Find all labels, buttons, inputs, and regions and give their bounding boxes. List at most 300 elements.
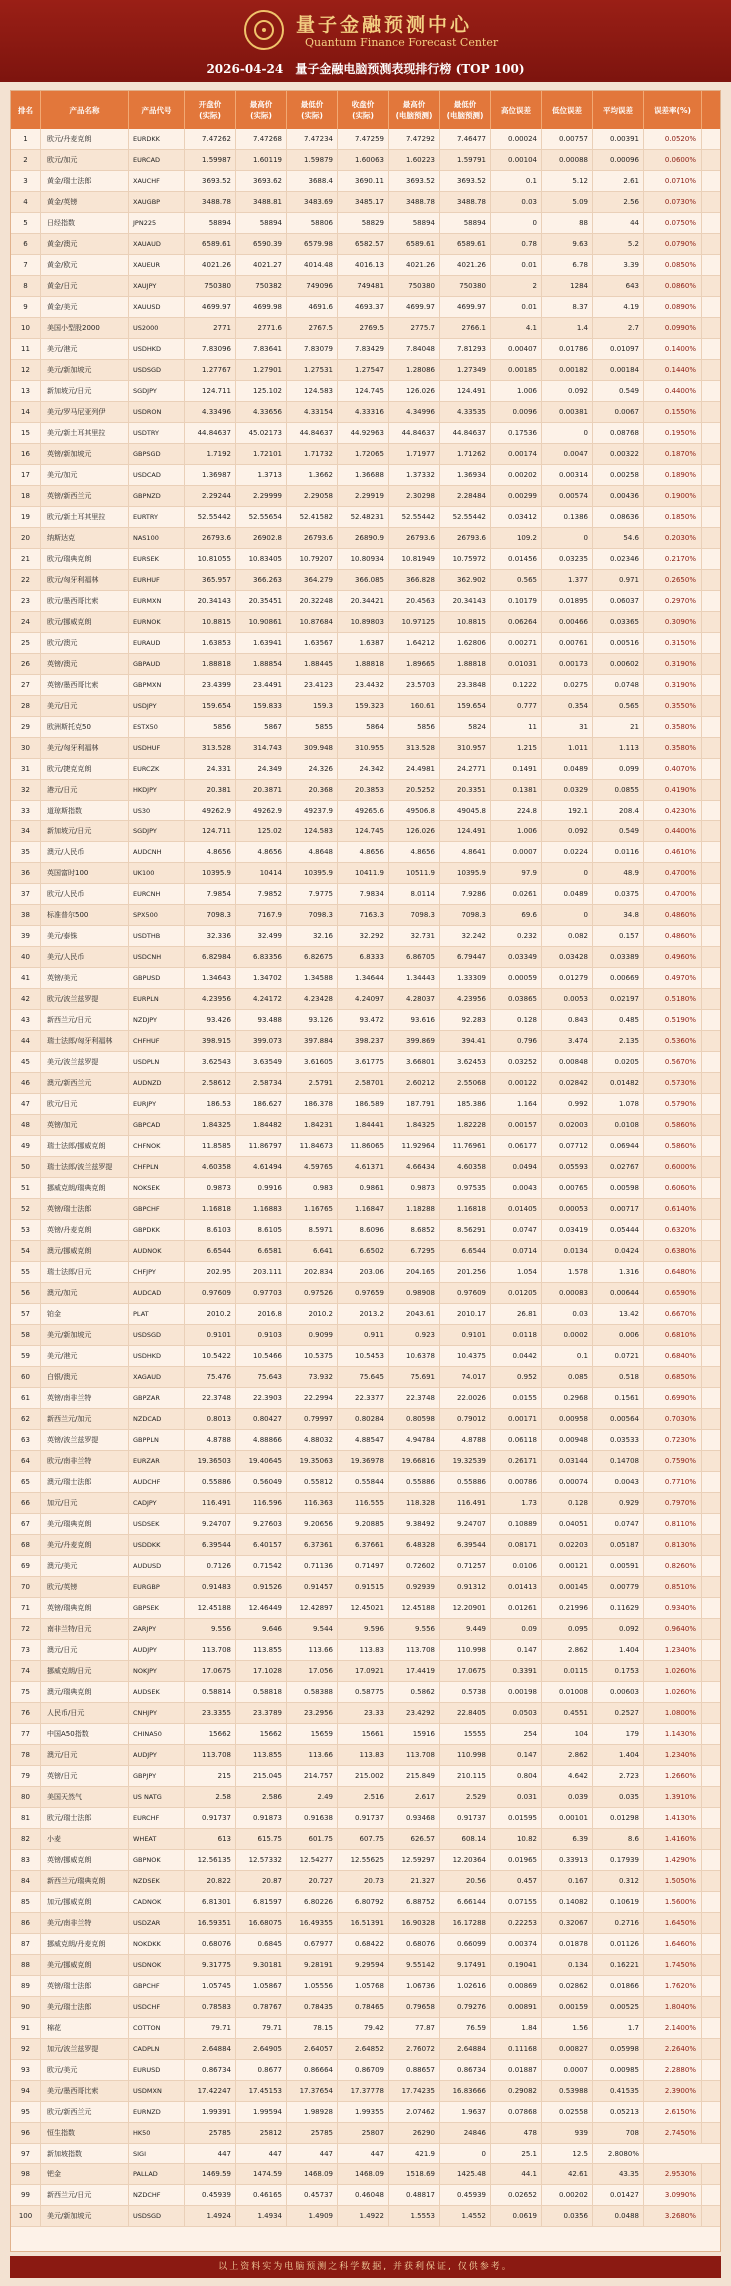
cell-flow: 2.64884 bbox=[440, 2039, 491, 2059]
cell-name: 美国天然气 bbox=[41, 1787, 129, 1807]
cell-lerr: 0.0489 bbox=[542, 759, 593, 779]
cell-high: 4.88866 bbox=[236, 1430, 287, 1450]
cell-rate: 3.2680% bbox=[644, 2206, 702, 2226]
cell-fhigh: 11.92964 bbox=[389, 1136, 440, 1156]
cell-rate: 1.5050% bbox=[644, 1871, 702, 1891]
cell-lerr: 0.07712 bbox=[542, 1136, 593, 1156]
table-row bbox=[11, 717, 720, 738]
cell-fhigh: 8.0114 bbox=[389, 884, 440, 904]
cell-herr: 0.232 bbox=[491, 926, 542, 946]
cell-avg: 13.42 bbox=[593, 1304, 644, 1324]
cell-rank: 54 bbox=[11, 1241, 41, 1261]
cell-high: 3693.62 bbox=[236, 171, 287, 191]
table-row bbox=[11, 549, 720, 570]
cell-low: 601.75 bbox=[287, 1829, 338, 1849]
cell-rate: 0.1400% bbox=[644, 339, 702, 359]
cell-name: 人民币/日元 bbox=[41, 1703, 129, 1723]
cell-open: 113.708 bbox=[185, 1640, 236, 1660]
table-row bbox=[11, 633, 720, 654]
table-row bbox=[11, 402, 720, 423]
cell-herr: 0.1 bbox=[491, 171, 542, 191]
cell-code: USDMXN bbox=[129, 2081, 185, 2101]
cell-fhigh: 20.5252 bbox=[389, 780, 440, 800]
cell-lerr: 31 bbox=[542, 717, 593, 737]
cell-herr: 0.0118 bbox=[491, 1325, 542, 1345]
cell-close: 20.73 bbox=[338, 1871, 389, 1891]
cell-lerr: 0.00848 bbox=[542, 1052, 593, 1072]
cell-rate: 1.6450% bbox=[644, 1913, 702, 1933]
cell-flow: 24.2771 bbox=[440, 759, 491, 779]
table-row bbox=[11, 1850, 720, 1871]
cell-fhigh: 10.97125 bbox=[389, 612, 440, 632]
cell-fhigh: 10.81949 bbox=[389, 549, 440, 569]
cell-open: 6.39544 bbox=[185, 1535, 236, 1555]
cell-close: 159.323 bbox=[338, 696, 389, 716]
cell-fhigh: 1.5553 bbox=[389, 2206, 440, 2226]
cell-herr: 0.01 bbox=[491, 297, 542, 317]
cell-low: 397.884 bbox=[287, 1031, 338, 1051]
cell-high: 2771.6 bbox=[236, 318, 287, 338]
cell-avg: 0.16221 bbox=[593, 1955, 644, 1975]
cell-fhigh: 9.38492 bbox=[389, 1514, 440, 1534]
cell-low: 2767.5 bbox=[287, 318, 338, 338]
cell-close: 1.16847 bbox=[338, 1199, 389, 1219]
table-row bbox=[11, 1115, 720, 1136]
cell-fhigh: 5856 bbox=[389, 717, 440, 737]
cell-fhigh: 16.90328 bbox=[389, 1913, 440, 1933]
cell-lerr: 0.02558 bbox=[542, 2102, 593, 2122]
cell-herr: 0.00374 bbox=[491, 1934, 542, 1954]
cell-open: 124.711 bbox=[185, 821, 236, 841]
cell-lerr: 88 bbox=[542, 213, 593, 233]
cell-avg: 0.00258 bbox=[593, 465, 644, 485]
cell-low: 15659 bbox=[287, 1724, 338, 1744]
cell-fhigh: 0.80598 bbox=[389, 1409, 440, 1429]
cell-herr: 0.01413 bbox=[491, 1577, 542, 1597]
cell-rank: 39 bbox=[11, 926, 41, 946]
cell-close: 11.86065 bbox=[338, 1136, 389, 1156]
cell-code: USDSGD bbox=[129, 360, 185, 380]
cell-fhigh: 0.48817 bbox=[389, 2185, 440, 2205]
cell-fhigh: 313.528 bbox=[389, 738, 440, 758]
table-row bbox=[11, 884, 720, 905]
cell-rank: 56 bbox=[11, 1283, 41, 1303]
cell-lerr: 0.14082 bbox=[542, 1892, 593, 1912]
cell-herr: 0.03349 bbox=[491, 947, 542, 967]
cell-name: 英镑/丹麦克朗 bbox=[41, 1220, 129, 1240]
cell-high: 93.488 bbox=[236, 1010, 287, 1030]
cell-fhigh: 3488.78 bbox=[389, 192, 440, 212]
cell-fhigh: 1.64212 bbox=[389, 633, 440, 653]
cell-name: 英国富时100 bbox=[41, 863, 129, 883]
cell-low: 1.4909 bbox=[287, 2206, 338, 2226]
cell-rank: 98 bbox=[11, 2164, 41, 2184]
cell-name: 中国A50指数 bbox=[41, 1724, 129, 1744]
cell-name: 美元/日元 bbox=[41, 696, 129, 716]
cell-rank: 43 bbox=[11, 1010, 41, 1030]
cell-high: 10.90861 bbox=[236, 612, 287, 632]
cell-rate: 0.1440% bbox=[644, 360, 702, 380]
footer-note: 以上资料实为电脑预测之科学数据, 并获利保证, 仅供参考。 bbox=[10, 2256, 721, 2278]
cell-rate: 0.0750% bbox=[644, 213, 702, 233]
cell-lerr: 0.00381 bbox=[542, 402, 593, 422]
cell-code: EURCZK bbox=[129, 759, 185, 779]
cell-name: 加元/波兰兹罗提 bbox=[41, 2039, 129, 2059]
cell-rank: 28 bbox=[11, 696, 41, 716]
cell-code: CADPLN bbox=[129, 2039, 185, 2059]
cell-low: 25785 bbox=[287, 2123, 338, 2143]
cell-rank: 60 bbox=[11, 1367, 41, 1387]
cell-close: 124.745 bbox=[338, 381, 389, 401]
cell-avg: 2.7 bbox=[593, 318, 644, 338]
cell-low: 12.42897 bbox=[287, 1598, 338, 1618]
cell-herr: 0.00174 bbox=[491, 444, 542, 464]
cell-low: 6579.98 bbox=[287, 234, 338, 254]
cell-high: 159.833 bbox=[236, 696, 287, 716]
cell-fhigh: 2.60212 bbox=[389, 1073, 440, 1093]
cell-avg: 0.17939 bbox=[593, 1850, 644, 1870]
cell-code: SPX500 bbox=[129, 905, 185, 925]
cell-code: AUDJPY bbox=[129, 1745, 185, 1765]
cell-avg: 0.01482 bbox=[593, 1073, 644, 1093]
cell-open: 3.62543 bbox=[185, 1052, 236, 1072]
cell-rank: 16 bbox=[11, 444, 41, 464]
cell-herr: 109.2 bbox=[491, 528, 542, 548]
cell-open: 215 bbox=[185, 1766, 236, 1786]
cell-avg: 2.723 bbox=[593, 1766, 644, 1786]
cell-open: 2.29244 bbox=[185, 486, 236, 506]
cell-low: 0.9099 bbox=[287, 1325, 338, 1345]
cell-name: 美元/港元 bbox=[41, 1346, 129, 1366]
table-row bbox=[11, 801, 720, 822]
cell-open: 447 bbox=[185, 2144, 236, 2164]
cell-code: GBPUSD bbox=[129, 968, 185, 988]
cell-lerr: 0.0047 bbox=[542, 444, 593, 464]
cell-lerr: 2.862 bbox=[542, 1640, 593, 1660]
cell-code: CADNOK bbox=[129, 1892, 185, 1912]
cell-close: 23.4432 bbox=[338, 675, 389, 695]
cell-flow: 17.0675 bbox=[440, 1661, 491, 1681]
cell-lerr: 0.02842 bbox=[542, 1073, 593, 1093]
cell-rate: 1.0260% bbox=[644, 1661, 702, 1681]
cell-lerr: 0.21996 bbox=[542, 1598, 593, 1618]
cell-lerr: 1.578 bbox=[542, 1262, 593, 1282]
column-header-label: 误差率(%) bbox=[654, 105, 691, 115]
cell-open: 0.55886 bbox=[185, 1472, 236, 1492]
cell-open: 0.86734 bbox=[185, 2060, 236, 2080]
cell-close: 44.92963 bbox=[338, 423, 389, 443]
cell-herr: 1.006 bbox=[491, 381, 542, 401]
cell-high: 20.87 bbox=[236, 1871, 287, 1891]
column-header-sub: (实际) bbox=[352, 111, 374, 120]
cell-avg: 1.113 bbox=[593, 738, 644, 758]
cell-fhigh: 26793.6 bbox=[389, 528, 440, 548]
cell-open: 313.528 bbox=[185, 738, 236, 758]
cell-avg: 1.078 bbox=[593, 1094, 644, 1114]
table-row bbox=[11, 1598, 720, 1619]
table-row bbox=[11, 1976, 720, 1997]
cell-name: 美元/瑞士法郎 bbox=[41, 1997, 129, 2017]
cell-avg: 0.08768 bbox=[593, 423, 644, 443]
table-row bbox=[11, 234, 720, 255]
cell-open: 1.34643 bbox=[185, 968, 236, 988]
cell-name: 英镑/澳元 bbox=[41, 654, 129, 674]
cell-rank: 93 bbox=[11, 2060, 41, 2080]
cell-open: 2771 bbox=[185, 318, 236, 338]
table-row bbox=[11, 1451, 720, 1472]
cell-code: AUDSEK bbox=[129, 1682, 185, 1702]
cell-close: 26890.9 bbox=[338, 528, 389, 548]
cell-rate: 2.1400% bbox=[644, 2018, 702, 2038]
cell-open: 17.42247 bbox=[185, 2081, 236, 2101]
cell-avg: 0.08636 bbox=[593, 507, 644, 527]
cell-open: 5856 bbox=[185, 717, 236, 737]
cell-fhigh: 10511.9 bbox=[389, 863, 440, 883]
cell-fhigh: 21.327 bbox=[389, 1871, 440, 1891]
cell-herr: 0.00171 bbox=[491, 1409, 542, 1429]
cell-open: 6.82984 bbox=[185, 947, 236, 967]
cell-name: 小麦 bbox=[41, 1829, 129, 1849]
cell-rate: 0.1870% bbox=[644, 444, 702, 464]
cell-rate: 0.4400% bbox=[644, 381, 702, 401]
cell-lerr: 2.862 bbox=[542, 1745, 593, 1765]
cell-rank: 47 bbox=[11, 1094, 41, 1114]
cell-rank: 12 bbox=[11, 360, 41, 380]
cell-open: 1.4924 bbox=[185, 2206, 236, 2226]
table-row bbox=[11, 1514, 720, 1535]
cell-low: 7.83079 bbox=[287, 339, 338, 359]
cell-rate: 0.0860% bbox=[644, 276, 702, 296]
cell-rank: 52 bbox=[11, 1199, 41, 1219]
cell-herr: 0.0714 bbox=[491, 1241, 542, 1261]
cell-fhigh: 0.98908 bbox=[389, 1283, 440, 1303]
cell-avg: 0.00564 bbox=[593, 1409, 644, 1429]
table-row bbox=[11, 2206, 720, 2227]
cell-rank: 71 bbox=[11, 1598, 41, 1618]
cell-rank: 78 bbox=[11, 1745, 41, 1765]
cell-rate: 1.2340% bbox=[644, 1745, 702, 1765]
column-header-label: 排名 bbox=[18, 105, 33, 115]
cell-high: 1.16883 bbox=[236, 1199, 287, 1219]
cell-avg: 208.4 bbox=[593, 801, 644, 821]
cell-name: 欧元/波兰兹罗提 bbox=[41, 989, 129, 1009]
cell-fhigh: 113.708 bbox=[389, 1745, 440, 1765]
cell-avg: 708 bbox=[593, 2123, 644, 2143]
cell-low: 0.45737 bbox=[287, 2185, 338, 2205]
table-row bbox=[11, 1178, 720, 1199]
cell-herr: 0.06264 bbox=[491, 612, 542, 632]
cell-low: 4.33154 bbox=[287, 402, 338, 422]
cell-low: 202.834 bbox=[287, 1262, 338, 1282]
cell-high: 0.9916 bbox=[236, 1178, 287, 1198]
table-row bbox=[11, 1535, 720, 1556]
cell-code: SGDJPY bbox=[129, 381, 185, 401]
cell-open: 365.957 bbox=[185, 570, 236, 590]
cell-herr: 0.00024 bbox=[491, 129, 542, 149]
cell-name: 美元/新加坡元 bbox=[41, 2206, 129, 2226]
cell-name: 欧元/瑞典克朗 bbox=[41, 549, 129, 569]
cell-name: 欧元/新西兰元 bbox=[41, 2102, 129, 2122]
cell-high: 0.91873 bbox=[236, 1808, 287, 1828]
cell-high: 186.627 bbox=[236, 1094, 287, 1114]
cell-low: 0.67977 bbox=[287, 1934, 338, 1954]
cell-high: 10414 bbox=[236, 863, 287, 883]
cell-open: 1.7192 bbox=[185, 444, 236, 464]
cell-flow: 44.84637 bbox=[440, 423, 491, 443]
cell-high: 113.855 bbox=[236, 1745, 287, 1765]
cell-herr: 0.08171 bbox=[491, 1535, 542, 1555]
cell-rank: 31 bbox=[11, 759, 41, 779]
cell-high: 8.6105 bbox=[236, 1220, 287, 1240]
cell-code: XAUAUD bbox=[129, 234, 185, 254]
cell-lerr: 0.03144 bbox=[542, 1451, 593, 1471]
cell-name: 瑞士法郎/匈牙利福林 bbox=[41, 1031, 129, 1051]
cell-lerr: 0.32067 bbox=[542, 1913, 593, 1933]
table-row bbox=[11, 863, 720, 884]
cell-low: 1.63567 bbox=[287, 633, 338, 653]
cell-rank: 27 bbox=[11, 675, 41, 695]
cell-low: 0.71136 bbox=[287, 1556, 338, 1576]
cell-high: 7.9852 bbox=[236, 884, 287, 904]
cell-lerr: 1.011 bbox=[542, 738, 593, 758]
cell-fhigh: 126.026 bbox=[389, 821, 440, 841]
cell-avg: 4.19 bbox=[593, 297, 644, 317]
cell-fhigh: 2775.7 bbox=[389, 318, 440, 338]
cell-code: GBPCHF bbox=[129, 1976, 185, 1996]
cell-open: 202.95 bbox=[185, 1262, 236, 1282]
cell-flow: 1425.48 bbox=[440, 2164, 491, 2184]
column-header-high bbox=[236, 91, 287, 129]
cell-open: 4.23956 bbox=[185, 989, 236, 1009]
cell-code: EURCAD bbox=[129, 150, 185, 170]
cell-code: EURAUD bbox=[129, 633, 185, 653]
cell-low: 49237.9 bbox=[287, 801, 338, 821]
cell-avg: 0.00525 bbox=[593, 1997, 644, 2017]
table-row bbox=[11, 1871, 720, 1892]
cell-low: 23.4123 bbox=[287, 675, 338, 695]
cell-low: 1.27531 bbox=[287, 360, 338, 380]
cell-code: GBPDKK bbox=[129, 1220, 185, 1240]
table-row bbox=[11, 129, 720, 150]
cell-flow: 10.75972 bbox=[440, 549, 491, 569]
cell-fhigh: 204.165 bbox=[389, 1262, 440, 1282]
logo-icon bbox=[244, 10, 284, 50]
cell-open: 44.84637 bbox=[185, 423, 236, 443]
table-row bbox=[11, 738, 720, 759]
cell-code: PALLAD bbox=[129, 2164, 185, 2184]
cell-name: 美元/瑞典克朗 bbox=[41, 1514, 129, 1534]
cell-lerr: 0.05593 bbox=[542, 1157, 593, 1177]
cell-rank: 90 bbox=[11, 1997, 41, 2017]
cell-avg: 0.485 bbox=[593, 1010, 644, 1030]
cell-fhigh: 1.84325 bbox=[389, 1115, 440, 1135]
cell-flow: 3.62453 bbox=[440, 1052, 491, 1072]
cell-herr: 0.01595 bbox=[491, 1808, 542, 1828]
cell-lerr: 0.00145 bbox=[542, 1577, 593, 1597]
cell-fhigh: 75.691 bbox=[389, 1367, 440, 1387]
cell-herr: 0.565 bbox=[491, 570, 542, 590]
cell-rank: 66 bbox=[11, 1493, 41, 1513]
cell-code: GBPCAD bbox=[129, 1115, 185, 1135]
cell-close: 447 bbox=[338, 2144, 389, 2164]
cell-open: 1469.59 bbox=[185, 2164, 236, 2184]
cell-high: 0.78767 bbox=[236, 1997, 287, 2017]
cell-open: 0.9101 bbox=[185, 1325, 236, 1345]
table-row bbox=[11, 759, 720, 780]
cell-lerr: 0.00074 bbox=[542, 1472, 593, 1492]
cell-herr: 0.0096 bbox=[491, 402, 542, 422]
cell-high: 1.88854 bbox=[236, 654, 287, 674]
cell-fhigh: 1.71977 bbox=[389, 444, 440, 464]
cell-low: 0.91638 bbox=[287, 1808, 338, 1828]
cell-code: USDDKK bbox=[129, 1535, 185, 1555]
cell-high: 1.4934 bbox=[236, 2206, 287, 2226]
cell-avg: 0.0855 bbox=[593, 780, 644, 800]
cell-low: 93.126 bbox=[287, 1010, 338, 1030]
cell-flow: 11.76961 bbox=[440, 1136, 491, 1156]
cell-open: 22.3748 bbox=[185, 1388, 236, 1408]
cell-rate: 0.8110% bbox=[644, 1514, 702, 1534]
cell-rate: 0.4700% bbox=[644, 884, 702, 904]
cell-close: 19.36978 bbox=[338, 1451, 389, 1471]
cell-low: 10.87684 bbox=[287, 612, 338, 632]
cell-lerr: 5.09 bbox=[542, 192, 593, 212]
cell-rate: 0.5670% bbox=[644, 1052, 702, 1072]
cell-herr: 0.03 bbox=[491, 192, 542, 212]
cell-name: 黄金/澳元 bbox=[41, 234, 129, 254]
cell-close: 1.4922 bbox=[338, 2206, 389, 2226]
cell-fhigh: 26290 bbox=[389, 2123, 440, 2143]
cell-close: 1468.09 bbox=[338, 2164, 389, 2184]
cell-rate: 0.4610% bbox=[644, 842, 702, 862]
cell-close: 6.80792 bbox=[338, 1892, 389, 1912]
cell-rate: 0.1850% bbox=[644, 507, 702, 527]
cell-high: 750382 bbox=[236, 276, 287, 296]
cell-fhigh: 126.026 bbox=[389, 381, 440, 401]
cell-code: XAGAUD bbox=[129, 1367, 185, 1387]
cell-lerr: 0.2968 bbox=[542, 1388, 593, 1408]
cell-flow: 1.9637 bbox=[440, 2102, 491, 2122]
cell-open: 3693.52 bbox=[185, 171, 236, 191]
table-row bbox=[11, 150, 720, 171]
cell-name: 英镑/墨西哥比索 bbox=[41, 675, 129, 695]
cell-code: EURMXN bbox=[129, 591, 185, 611]
cell-herr: 26.81 bbox=[491, 1304, 542, 1324]
cell-open: 2.58612 bbox=[185, 1073, 236, 1093]
cell-avg: 0.41535 bbox=[593, 2081, 644, 2101]
cell-code: GBPJPY bbox=[129, 1766, 185, 1786]
cell-name: 美元/罗马尼亚列伊 bbox=[41, 402, 129, 422]
table-row bbox=[11, 339, 720, 360]
cell-code: AUDCAD bbox=[129, 1283, 185, 1303]
cell-close: 4.88547 bbox=[338, 1430, 389, 1450]
cell-flow: 32.242 bbox=[440, 926, 491, 946]
cell-code: USDJPY bbox=[129, 696, 185, 716]
cell-name: 美元/波兰兹罗提 bbox=[41, 1052, 129, 1072]
cell-lerr: 0.02862 bbox=[542, 1976, 593, 1996]
column-header-label: 最高价 bbox=[402, 100, 426, 109]
cell-herr: 0.1222 bbox=[491, 675, 542, 695]
cell-lerr: 0.03428 bbox=[542, 947, 593, 967]
cell-rank: 41 bbox=[11, 968, 41, 988]
cell-open: 23.4399 bbox=[185, 675, 236, 695]
cell-herr: 0.01456 bbox=[491, 549, 542, 569]
cell-flow: 22.8405 bbox=[440, 1703, 491, 1723]
cell-rate: 1.1430% bbox=[644, 1724, 702, 1744]
cell-rate: 1.5600% bbox=[644, 1892, 702, 1912]
cell-code: CHFHUF bbox=[129, 1031, 185, 1051]
cell-fhigh: 9.556 bbox=[389, 1619, 440, 1639]
